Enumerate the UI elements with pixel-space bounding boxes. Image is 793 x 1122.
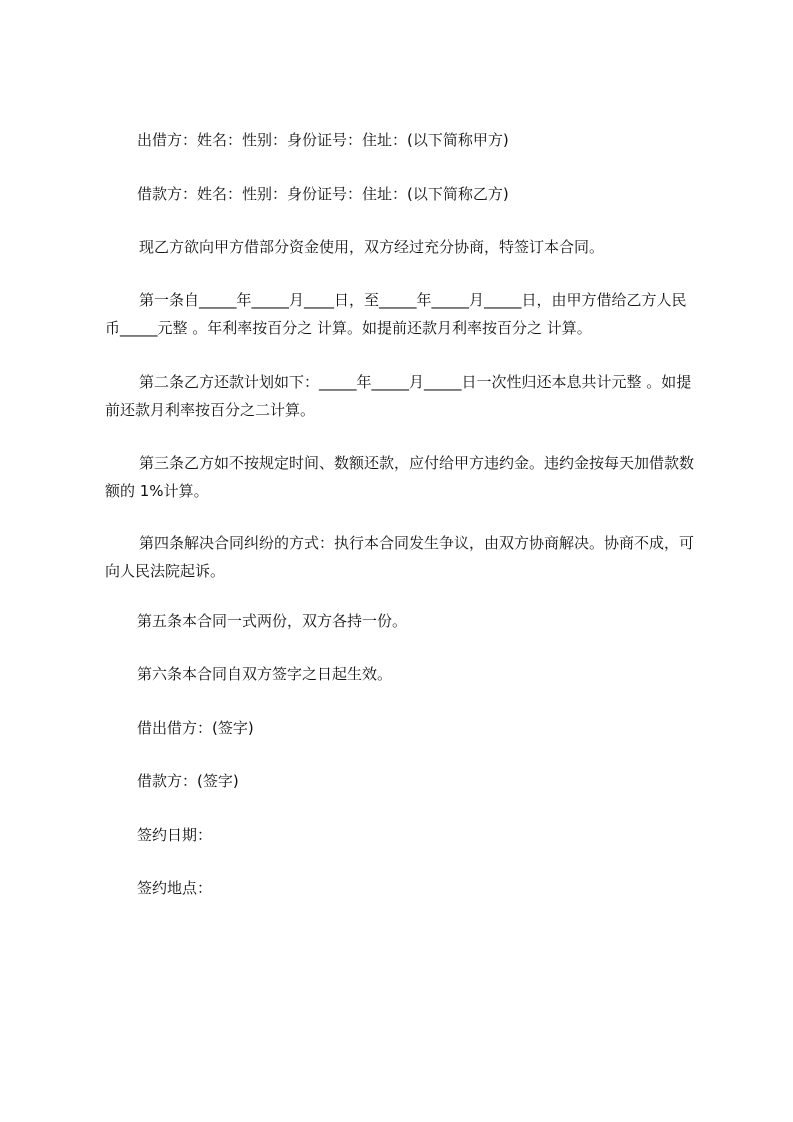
borrower-signature: 借款方：(签字) xyxy=(137,772,239,790)
article-2: 第二条乙方还款计划如下：_____年_____月_____日一次性归还本息共计元整 。如提前还款月利率按百分之二计算。 xyxy=(105,373,692,419)
lender-signature: 借出借方：(签字) xyxy=(137,719,254,737)
preamble: 现乙方欲向甲方借部分资金使用，双方经过充分协商，特签订本合同。 xyxy=(139,238,605,256)
article-4: 第四条解决合同纠纷的方式：执行本合同发生争议，由双方协商解决。协商不成，可向人民法院起诉。 xyxy=(105,534,695,580)
lender-info: 出借方：姓名：性别：身份证号：住址：(以下简称甲方) xyxy=(137,131,509,149)
borrower-info: 借款方：姓名：性别：身份证号：住址：(以下简称乙方) xyxy=(137,185,509,203)
article-6: 第六条本合同自双方签字之日起生效。 xyxy=(137,665,393,683)
signing-place: 签约地点： xyxy=(137,879,213,897)
article-1: 第一条自_____年_____月____日，至_____年_____月_____日，由甲方借给乙方人民币_____元整 。年利率按百分之 计算。如提前还款月利率按百分之 计算。 xyxy=(105,291,687,337)
article-5: 第五条本合同一式两份，双方各持一份。 xyxy=(137,612,408,630)
signing-date: 签约日期： xyxy=(137,826,213,844)
article-3: 第三条乙方如不按规定时间、数额还款，应付给甲方违约金。违约金按每天加借款数额的 1%计算。 xyxy=(105,454,695,500)
